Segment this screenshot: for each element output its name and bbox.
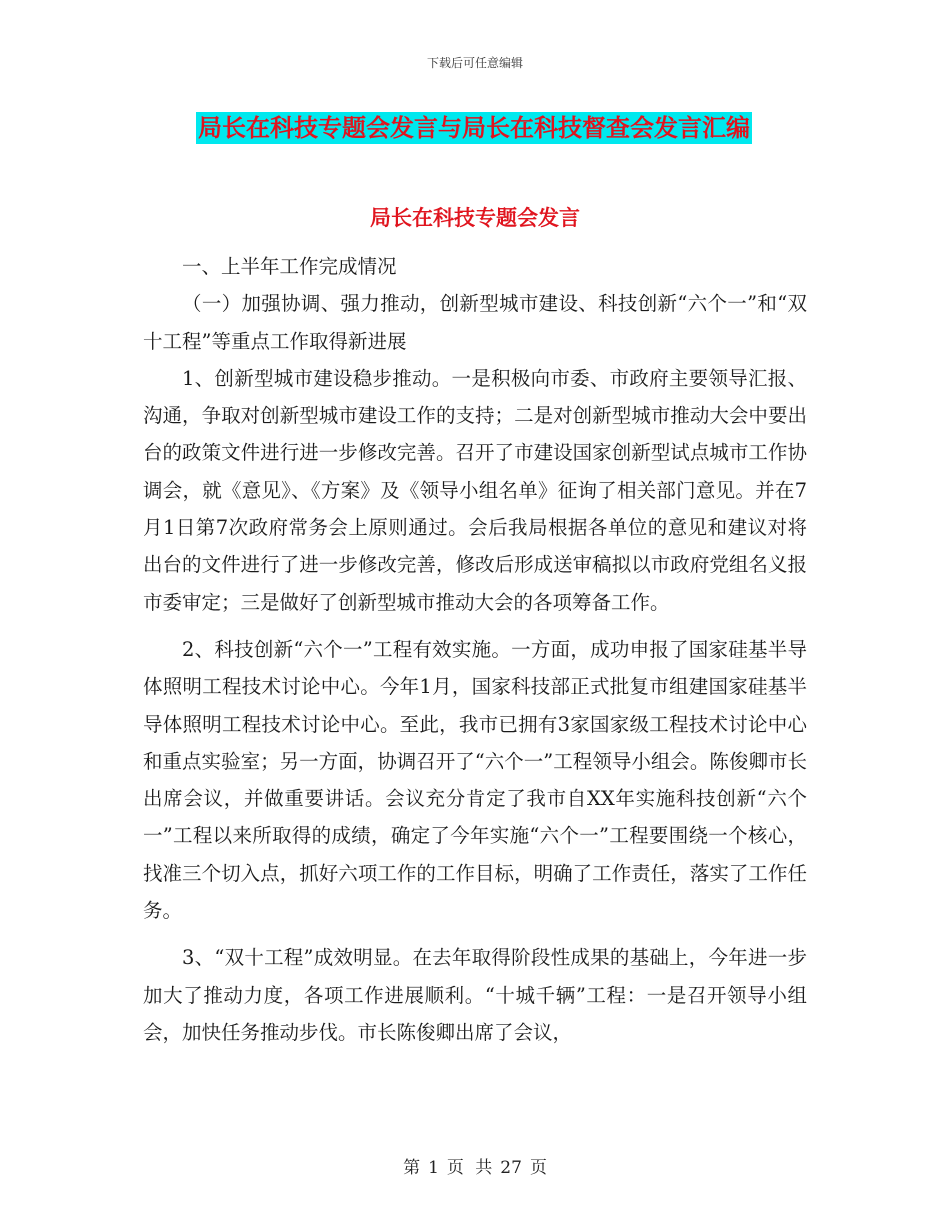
header-note: 下载后可任意编辑 [426, 56, 523, 70]
paragraph-item-1: 1、创新型城市建设稳步推动。一是积极向市委、市政府主要领导汇报、沟通，争取对创新型城市建设工作的支持；二是对创新型城市推动大会中要出台的政策文件进行进一步修改完善。召开了市建设国家创新型试点城市工作协调会，就《意见》、《方案》及《领导小组名单》征询了相关部门意见。并在7月1日第7次政府常务会上原则通过。会后我局根据各单位的意见和建议对将出台的文件进行了进一步修改完善，修改后形成送审稿拟以市政府党组名义报市委审定；三是做好了创新型城市推动大会的各项筹备工作。 [143, 366, 807, 614]
paragraph-heading: 一、上半年工作完成情况 [182, 255, 397, 278]
footer-total-pages: 27 [500, 1158, 522, 1178]
footer-middle: 页 共 [446, 1158, 493, 1178]
body-text [143, 248, 807, 1051]
section-title: 局长在科技专题会发言 [370, 206, 580, 230]
document-title: 局长在科技专题会发言与局长在科技督查会发言汇编 [198, 114, 750, 142]
footer-suffix: 页 [529, 1158, 547, 1178]
page-footer [0, 1153, 950, 1178]
paragraph-subheading: （一）加强协调、强力推动，创新型城市建设、科技创新“六个一”和“双十工程”等重点工作取得新进展 [143, 292, 807, 353]
footer-page-number: 1 [428, 1158, 439, 1178]
paragraph-item-2: 2、科技创新“六个一”工程有效实施。一方面，成功申报了国家硅基半导体照明工程技术讨论中心。今年1月，国家科技部正式批复市组建国家硅基半导体照明工程技术讨论中心。至此，我市已拥有3家国家级工程技术讨论中心和重点实验室；另一方面，协调召开了“六个一”工程领导小组会。陈俊卿市长出席会议，并做重要讲话。会议充分肯定了我市自XX年实施科技创新“六个一”工程以来所取得的成绩，确定了今年实施“六个一”工程要围绕一个核心，找准三个切入点，抓好六项工作的工作目标，明确了工作责任，落实了工作任务。 [143, 637, 807, 923]
footer-prefix: 第 [403, 1158, 421, 1178]
paragraph-item-3: 3、“双十工程”成效明显。在去年取得阶段性成果的基础上，今年进一步加大了推动力度，各项工作进展顺利。“十城千辆”工程：一是召开领导小组会，加快任务推动步伐。市长陈俊卿出席了会议， [143, 946, 807, 1044]
